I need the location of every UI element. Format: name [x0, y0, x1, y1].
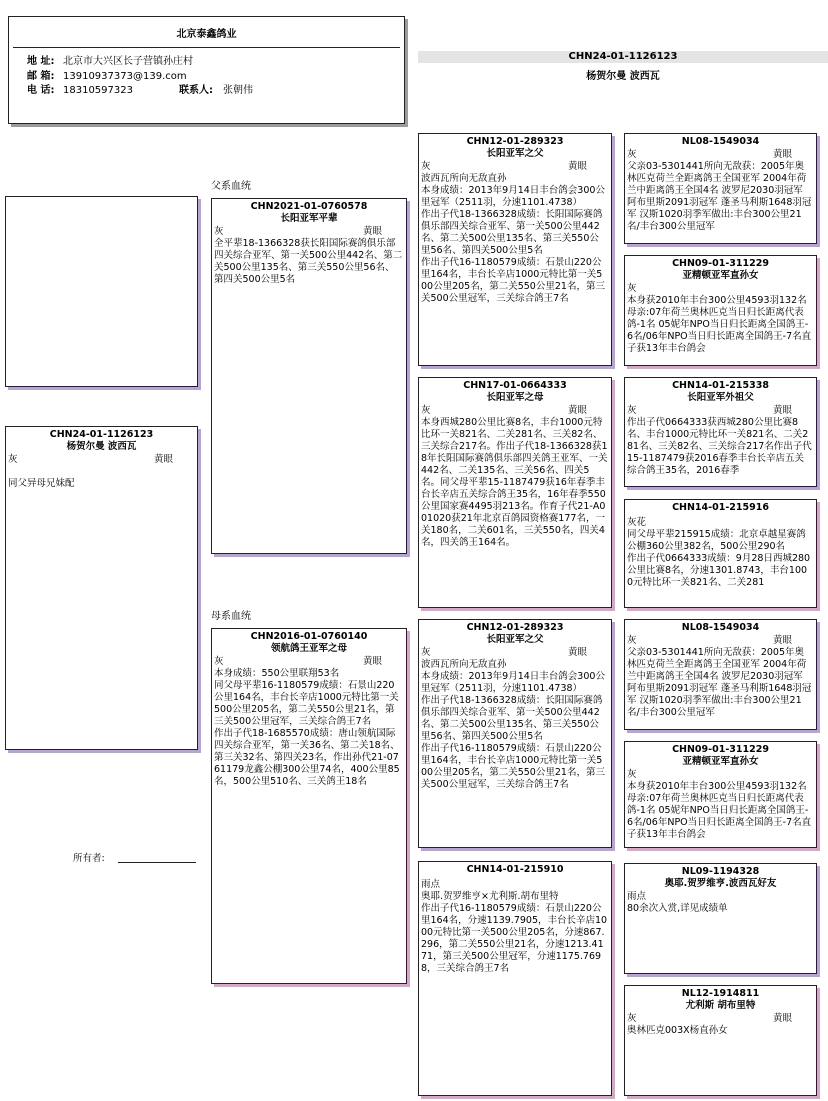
card-notes: 父亲03-5301441所向无敌获：2005年奥林匹克荷兰全距离鸽王全国亚军 2004年荷兰中距离鸽王全国4名 波罗尼2030羽冠军 阿布里斯2091羽冠军 蓬圣马利斯1648羽冠军 汉斯1020羽季军做出:丰台300公里21名/丰台300公里冠军 — [627, 161, 812, 232]
subject-name: 杨贺尔曼 波西瓦 — [66, 441, 137, 452]
card-notes: 父亲03-5301441所向无敌获：2005年奥林匹克荷兰全距离鸽王全国亚军 2004年荷兰中距离鸽王全国4名 波罗尼2030羽冠军 阿布里斯2091羽冠军 蓬圣马利斯1648羽冠军 汉斯1020羽季军做出:丰台300公里21名/丰台300公里冠军 — [627, 647, 812, 718]
card-meta — [419, 646, 611, 659]
card-color: 灰 — [421, 405, 431, 416]
card-title: 长阳亚军平辈 — [280, 213, 338, 224]
card-meta — [212, 655, 406, 668]
dam-dam-card — [418, 861, 612, 1096]
card-notes: 同父母平辈215915成绩：北京卓越星赛鸽公棚360公里382名，500公里290名 作出子代0664333成绩：9月28日西城280公里比赛8名，分速1301.8743，丰台1000元特比环一关821名、二关281 — [627, 529, 811, 588]
card-notes: 奥耶.贺罗维亨×尤利斯.胡布里特 作出子代16-1180579成绩：石景山220公里164名，分速1139.7905，丰台长辛店1000元特比第一关500公里205名，分速867.296，第二关550公里21名，分速1213.4171，第三关500公里冠军，分速1175.7698，三关综合鸽王7名 — [421, 891, 608, 974]
card-title: 长阳亚军之父 — [486, 634, 544, 645]
card-eye: 黄眼 — [772, 635, 792, 646]
photo-placeholder — [5, 196, 198, 387]
card-notes: 本身获2010年丰台300公里4593羽132名母亲:07年荷兰奥林匹克当日归长距离代表鸽-1名 05妮年NPO当日归长距离全国鸽王-6名/06年NPO当日归长距离全国鸽王-7名直子获13年丰台鸽会 — [627, 781, 812, 840]
card-color: 灰 — [627, 769, 637, 780]
subject-meta — [6, 453, 197, 466]
card-ring: NL09-1194328 — [681, 866, 760, 877]
phone-row — [9, 84, 404, 98]
subject-color: 灰 — [8, 454, 18, 465]
card-notes: 奥林匹克003X杨直孙女 — [627, 1025, 728, 1036]
card-ring: NL08-1549034 — [681, 136, 760, 147]
card-eye: 黄眼 — [772, 405, 792, 416]
card-meta — [625, 768, 816, 781]
card-title: 奥耶.贺罗维亨.波西瓦好友 — [664, 878, 777, 889]
card-ring: CHN2016-01-0760140 — [250, 631, 368, 642]
card-meta — [625, 1012, 816, 1025]
card-title: 领航鸽王亚军之母 — [270, 643, 347, 654]
card-meta — [419, 160, 611, 173]
card-notes: 本身获2010年丰台300公里4593羽132名母亲:07年荷兰奥林匹克当日归长距离代表鸽-1名 05妮年NPO当日归长距离全国鸽王-6名/06年NPO当日归长距离全国鸽王-7名直子获13年丰台鸽会 — [627, 295, 812, 354]
card-ring: NL08-1549034 — [681, 622, 760, 633]
card-title: 亚精顿亚军直孙女 — [682, 756, 759, 767]
dss-card — [624, 619, 817, 730]
phone-label: 电 话: — [27, 85, 55, 96]
card-notes: 全平辈18-1366328获长阳国际赛鸽俱乐部四关综合亚军、第一关500公里442名、第二关500公里135名、第三关550公里56名、第四关500公里5名 — [214, 238, 403, 285]
subject-card — [5, 426, 198, 750]
card-title: 长阳亚军之父 — [486, 148, 544, 159]
card-ring: CHN14-01-215916 — [672, 502, 769, 513]
card-color: 灰花 — [627, 517, 647, 528]
card-color: 灰 — [627, 1013, 637, 1024]
dsd-card — [624, 741, 817, 848]
address-label: 地 址: — [27, 56, 55, 67]
sire-sire-card — [418, 133, 612, 366]
owner-signature-line — [118, 862, 196, 863]
card-color: 灰 — [421, 161, 431, 172]
card-notes: 本身成绩：550公里联翔53名 同父母平辈16-1180579成绩：石景山220公里164名，丰台长辛店1000元特比第一关500公里205名，第二关550公里21名，第三关500公里冠军，三关综合鸽王7名 作出子代18-1685570成绩：唐山领航国际四关综合亚军，第一关36名、第二关18名、第三关32名、第四关23名，作出孙代21-0761179龙鑫公棚300公里74名，400公里85名，500公里510名、三关鸽王18名 — [214, 668, 400, 787]
card-title: 长阳亚军之母 — [486, 392, 544, 403]
card-notes: 本身西城280公里比赛8名，丰台1000元特比环一关821名、二关281名、三关82名、三关综合217名。作出子代18-1366328获18年长阳国际赛鸽俱乐部四关鸽王亚军、一关442名、二关135名、三关56名、四关5名。同父母平辈15-1187479获16年春季丰台长辛店五关综合鸽王35名，16年春季550公里国家赛4495羽213名。作育子代21-A001020获21年北京百鸽园资格赛177名，一关180名，二关601名，三关550名，四关4名，四关鸽王164名。 — [421, 417, 608, 548]
address-value: 北京市大兴区长子营镇孙庄村 — [63, 56, 193, 67]
sds-card — [624, 377, 817, 487]
contact-value: 张朝伟 — [223, 85, 253, 96]
card-meta — [625, 516, 816, 529]
sdd-card — [624, 499, 817, 608]
card-meta — [625, 890, 816, 903]
email-row — [9, 70, 404, 84]
card-ring: CHN14-01-215910 — [466, 864, 564, 875]
card-meta — [625, 282, 816, 295]
sire-line-label: 父系血统 — [211, 181, 251, 192]
card-color: 灰 — [214, 226, 224, 237]
sss-card — [624, 133, 817, 244]
card-meta — [625, 634, 816, 647]
card-ring: CHN14-01-215338 — [672, 380, 769, 391]
card-color: 灰 — [627, 635, 637, 646]
phone-value: 18310597323 — [63, 85, 133, 96]
dam-card — [211, 628, 407, 984]
card-color: 灰 — [627, 405, 637, 416]
card-eye: 黄眼 — [567, 161, 587, 172]
sire-card — [211, 198, 407, 554]
card-color: 灰 — [421, 647, 431, 658]
card-ring: CHN12-01-289323 — [466, 136, 564, 147]
card-eye: 黄眼 — [772, 1013, 792, 1024]
card-ring: CHN17-01-0664333 — [463, 380, 567, 391]
card-meta — [625, 404, 816, 417]
card-meta — [212, 225, 406, 238]
subject-name-banner: 杨贺尔曼 波西瓦 — [586, 71, 660, 82]
dam-line-label: 母系血统 — [211, 611, 251, 622]
ddd-card — [624, 985, 817, 1096]
ssd-card — [624, 255, 817, 366]
card-title: 尤利斯 胡布里特 — [685, 1000, 756, 1011]
card-ring: CHN09-01-311229 — [672, 744, 769, 755]
card-color: 灰 — [627, 283, 637, 294]
card-eye: 黄眼 — [362, 656, 382, 667]
card-notes: 波西瓦所向无敌直孙 本身成绩：2013年9月14日丰台鸽会300公里冠军（2511羽，分速1101.4738） 作出子代18-1366328成绩：长阳国际赛鸽俱乐部四关综合亚军、第一关500公里442名、第二关500公里135名、第三关550公里56名、第四关500公里5名 作出子代16-1180579成绩：石景山220公里164名，丰台长辛店1000元特比第一关500公里205名，第二关550公里21名，第三关500公里冠军，三关综合鸽王7名 — [421, 173, 605, 304]
card-eye: 黄眼 — [567, 647, 587, 658]
card-title: 亚精顿亚军直孙女 — [682, 270, 759, 281]
dds-card — [624, 863, 817, 974]
card-color: 灰 — [214, 656, 224, 667]
subject-ring-banner: CHN24-01-1126123 — [418, 51, 828, 63]
email-value[interactable]: 13910937373@139.com — [63, 71, 187, 82]
card-meta — [419, 878, 611, 891]
card-eye: 黄眼 — [362, 226, 382, 237]
card-color: 灰 — [627, 149, 637, 160]
card-ring: CHN12-01-289323 — [466, 622, 564, 633]
card-meta — [625, 148, 816, 161]
card-ring: CHN09-01-311229 — [672, 258, 769, 269]
card-notes: 作出子代0664333获西城280公里比赛8名、丰台1000元特比环一关821名、二关281名、三关82名、三关综合217名作出子代15-1187479获2016春季丰台长辛店五关综合鸽王35名，2016春季 — [627, 417, 812, 476]
card-ring: NL12-1914811 — [681, 988, 760, 999]
card-eye: 黄眼 — [772, 149, 792, 160]
kennel-info-box — [8, 16, 405, 124]
kennel-name: 北京泰鑫鸽业 — [176, 29, 237, 40]
address-row — [9, 54, 404, 70]
divider — [13, 47, 400, 48]
subject-notes: 同父异母兄妹配 — [8, 478, 75, 489]
subject-ring: CHN24-01-1126123 — [49, 429, 154, 440]
card-eye: 黄眼 — [567, 405, 587, 416]
dam-sire-card — [418, 619, 612, 848]
subject-eye: 黄眼 — [153, 454, 173, 465]
email-label: 邮 箱: — [27, 71, 55, 82]
card-notes: 波西瓦所向无敌直孙 本身成绩：2013年9月14日丰台鸽会300公里冠军（2511羽，分速1101.4738） 作出子代18-1366328成绩：长阳国际赛鸽俱乐部四关综合亚军、第一关500公里442名、第二关500公里135名、第三关550公里56名、第四关500公里5名 作出子代16-1180579成绩：石景山220公里164名，丰台长辛店1000元特比第一关500公里205名，第二关550公里21名，第三关500公里冠军，三关综合鸽王7名 — [421, 659, 605, 790]
contact-label: 联系人: — [179, 85, 213, 96]
card-title: 长阳亚军外祖父 — [687, 392, 754, 403]
owner-label: 所有者: — [73, 853, 105, 864]
card-color: 雨点 — [421, 879, 441, 890]
card-notes: 80余次入赏,详见成绩单 — [627, 903, 728, 914]
card-color: 雨点 — [627, 891, 647, 902]
card-ring: CHN2021-01-0760578 — [250, 201, 368, 212]
sire-dam-card — [418, 377, 612, 608]
card-meta — [419, 404, 611, 417]
